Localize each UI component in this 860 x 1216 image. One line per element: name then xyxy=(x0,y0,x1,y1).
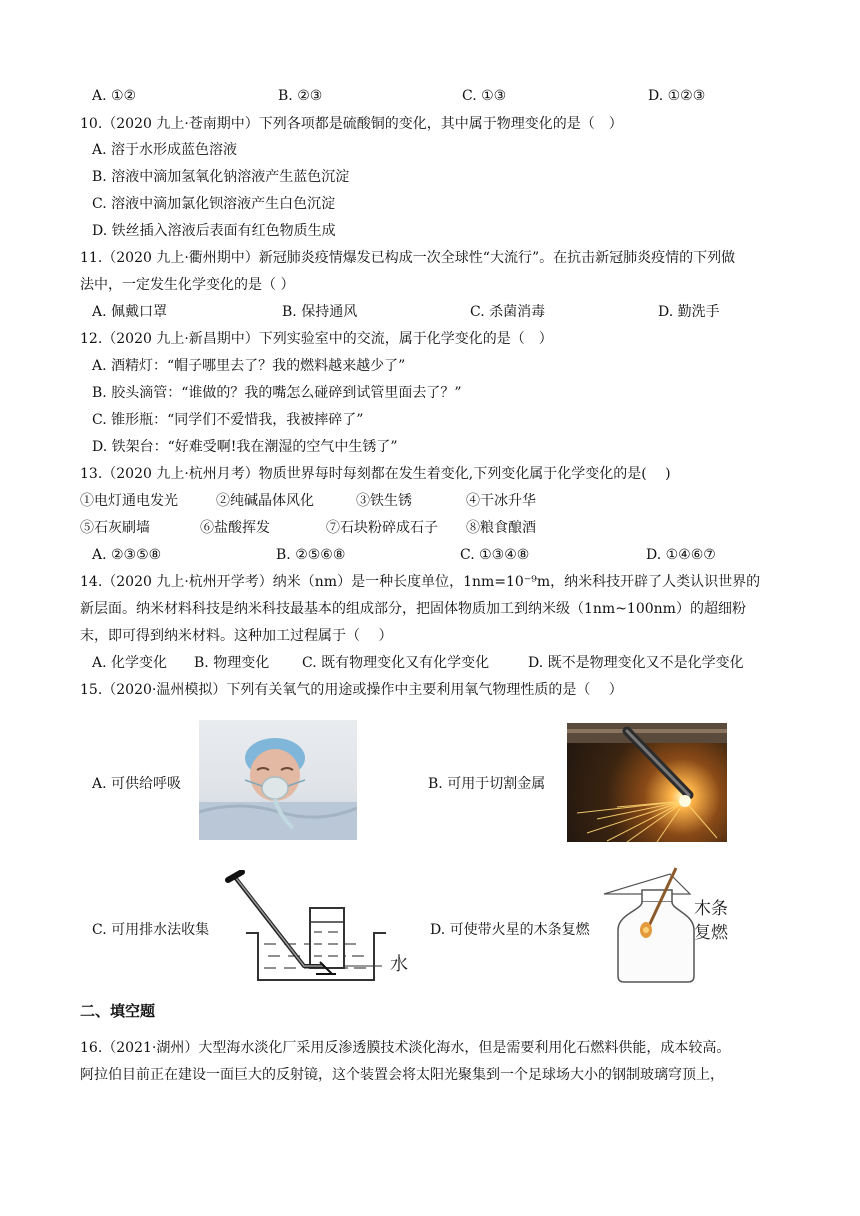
q9-option-d: D. ①②③ xyxy=(648,88,706,104)
q16-line2: 阿拉伯目前正在建设一面巨大的反射镜，这个装置会将太阳光聚集到一个足球场大小的钢制玻璃穹顶上， xyxy=(80,1067,724,1083)
q15-option-d: D. 可使带火星的木条复燃 xyxy=(430,922,590,938)
q9-option-c: C. ①③ xyxy=(462,88,507,104)
q14-option-c: C. 既有物理变化又有化学变化 xyxy=(302,655,490,671)
q11-option-d: D. 勤洗手 xyxy=(658,304,720,320)
splint-label: 木条 xyxy=(694,899,728,919)
q13-item-8: ⑧粮食酿酒 xyxy=(466,520,536,536)
q12-option-d: D. 铁架台：“好难受啊!我在潮湿的空气中生锈了” xyxy=(92,439,398,455)
q13-item-2: ②纯碱晶体风化 xyxy=(216,493,314,509)
q14-stem-line3: 末，即可得到纳米材料。这种加工过程属于（ ） xyxy=(80,628,393,644)
q13-item-7: ⑦石块粉碎成石子 xyxy=(326,520,438,536)
section-title: 二、填空题 xyxy=(80,1002,156,1020)
q13-item-6: ⑥盐酸挥发 xyxy=(200,520,270,536)
q11-option-c: C. 杀菌消毒 xyxy=(470,304,546,320)
q10-option-c: C. 溶液中滴加氯化钡溶液产生白色沉淀 xyxy=(92,196,336,212)
rekindle-label: 复燃 xyxy=(694,923,728,943)
q13-item-4: ④干冰升华 xyxy=(466,493,536,509)
q14-option-b: B. 物理变化 xyxy=(194,655,270,671)
q14-option-d: D. 既不是物理变化又不是化学变化 xyxy=(528,655,744,671)
water-displacement-apparatus-figure xyxy=(224,870,420,988)
q15-option-a: A. 可供给呼吸 xyxy=(92,776,182,792)
q11-option-a: A. 佩戴口罩 xyxy=(92,304,168,320)
q13-stem: 13.（2020 九上·杭州月考）物质世界每时每刻都在发生着变化,下列变化属于化学变化的是( ) xyxy=(80,466,671,482)
q12-stem: 12.（2020 九上·新昌期中）下列实验室中的交流，属于化学变化的是（ ） xyxy=(80,331,553,347)
water-label: 水 xyxy=(390,954,408,975)
oxygen-mask-patient-photo xyxy=(199,720,357,840)
metal-cutting-torch-photo xyxy=(567,723,727,842)
q16-line1: 16.（2021·湖州）大型海水淡化厂采用反渗透膜技术淡化海水，但是需要利用化石燃料供能，成本较高。 xyxy=(80,1040,731,1056)
q11-stem-line1: 11.（2020 九上·衢州期中）新冠肺炎疫情爆发已构成一次全球性“大流行”。在抗击新冠肺炎疫情的下列做 xyxy=(80,250,736,266)
q12-option-b: B. 胶头滴管：“谁做的？我的嘴怎么碰碎到试管里面去了？” xyxy=(92,385,462,401)
glowing-splint-jar-figure xyxy=(590,864,742,986)
q9-option-b: B. ②③ xyxy=(278,88,323,104)
q15-option-c: C. 可用排水法收集 xyxy=(92,922,210,938)
q12-option-a: A. 酒精灯：“帽子哪里去了？我的燃料越来越少了” xyxy=(92,358,406,374)
q12-option-c: C. 锥形瓶：“同学们不爱惜我，我被摔碎了” xyxy=(92,412,364,428)
q13-option-a: A. ②③⑤⑧ xyxy=(92,547,162,563)
q10-option-b: B. 溶液中滴加氢氧化钠溶液产生蓝色沉淀 xyxy=(92,169,350,185)
cutting-sparks-illustration xyxy=(567,723,727,842)
q13-option-b: B. ②⑤⑥⑧ xyxy=(276,547,346,563)
q10-option-d: D. 铁丝插入溶液后表面有红色物质生成 xyxy=(92,223,336,239)
oxygen-mask-illustration xyxy=(199,720,357,840)
q13-item-1: ①电灯通电发光 xyxy=(80,493,178,509)
q11-option-b: B. 保持通风 xyxy=(282,304,358,320)
q15-stem: 15.（2020·温州模拟）下列有关氧气的用途或操作中主要利用氧气物理性质的是（ ） xyxy=(80,682,623,698)
q11-stem-line2: 法中，一定发生化学变化的是（ ） xyxy=(80,277,295,293)
q13-option-c: C. ①③④⑧ xyxy=(460,547,530,563)
q14-stem-line2: 新层面。纳米材料科技是纳米科技最基本的组成部分，把固体物质加工到纳米级（1nm~100nm）的超细粉 xyxy=(80,601,746,617)
q14-stem-line1: 14.（2020 九上·杭州开学考）纳米（nm）是一种长度单位，1nm=10⁻⁹m，纳米科技开辟了人类认识世界的 xyxy=(80,574,761,590)
glowing-splint-diagram xyxy=(590,864,742,986)
q10-option-a: A. 溶于水形成蓝色溶液 xyxy=(92,142,238,158)
q15-option-b: B. 可用于切割金属 xyxy=(428,776,546,792)
q13-item-3: ③铁生锈 xyxy=(356,493,412,509)
water-collection-diagram xyxy=(224,870,420,988)
q14-option-a: A. 化学变化 xyxy=(92,655,168,671)
q9-option-a: A. ①② xyxy=(92,88,137,104)
q10-stem: 10.（2020 九上·苍南期中）下列各项都是硫酸铜的变化，其中属于物理变化的是（ ） xyxy=(80,116,623,132)
q13-option-d: D. ①④⑥⑦ xyxy=(646,547,716,563)
q13-item-5: ⑤石灰刷墙 xyxy=(80,520,150,536)
